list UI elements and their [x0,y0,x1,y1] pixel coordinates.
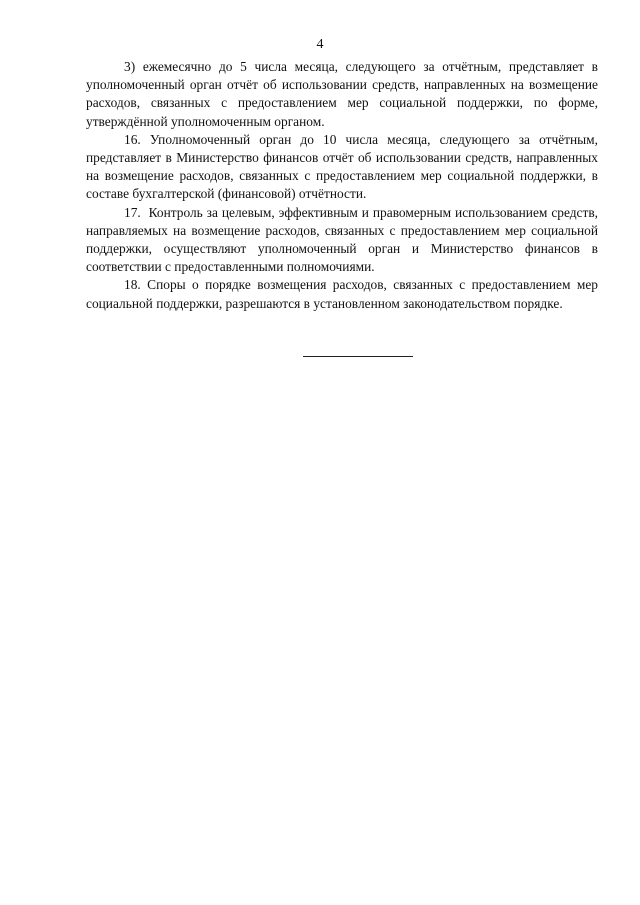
end-of-document-rule [303,356,413,357]
paragraph-item-3: 3) ежемесячно до 5 числа месяца, следующего за отчётным, представляет в уполномоченный орган отчёт об использовании средств, направленных на возмещение расходов, связанных с предоставлением мер социальной поддержки, по форме, утверждённой уполномоченным органом. [86,59,598,129]
page-number: 4 [316,37,324,52]
paragraph-clause-17: 17. Контроль за целевым, эффективным и правомерным использованием средств, направляемых на возмещение расходов, связанных с предоставлением мер социальной поддержки, осуществляют уполномоченный орган и Министерство финансов в соответствии с предоставленными полномочиями. [86,204,598,275]
paragraph-clause-16: 16. Уполномоченный орган до 10 числа месяца, следующего за отчётным, представляет в Министерство финансов отчёт об использовании средств, направленных на возмещение расходов, связанных с предоставлением мер социальной поддержки, в составе бухгалтерской (финансовой) отчётности. [86,131,598,202]
paragraph-clause-18: 18. Споры о порядке возмещения расходов, связанных с предоставлением мер социальной поддержки, разрешаются в установленном законодательством порядке. [86,277,598,311]
document-body [86,58,598,313]
